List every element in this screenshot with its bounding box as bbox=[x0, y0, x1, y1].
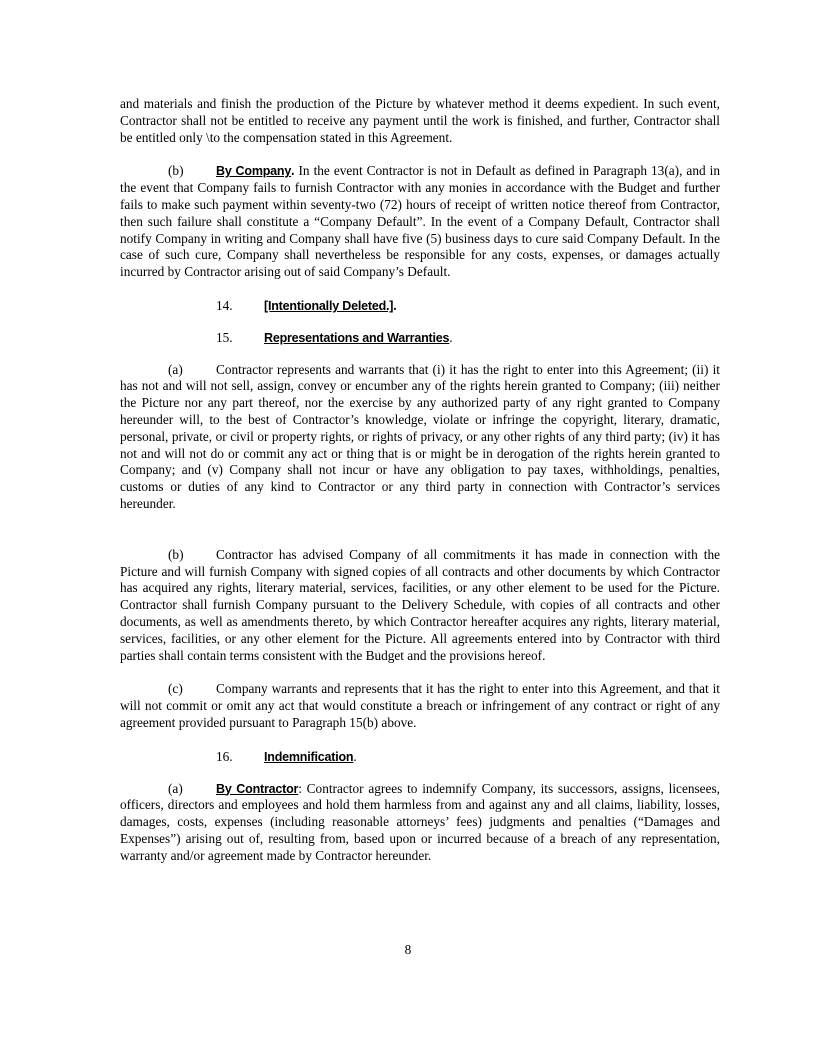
section-number: 16. bbox=[216, 748, 233, 764]
paragraph-continuation: and materials and finish the production of the Picture by whatever method it deems expedient. In such event, Contractor shall not be entitled to receive any payment until the work is finished, and further, Contractor shall be entitled only \to the compensation stated in this Agreement. bbox=[120, 96, 720, 145]
paragraph-text: Contractor agrees to indemnify Company, its successors, assigns, licensees, officers, directors and employees and hold them harmless from and against any and all claims, liability, losses, damages, costs, expenses (including reasonable attorneys’ fees) judgments and penalties (“Damages and Expenses”) arising out of, resulting from, based upon or incurred because of a breach of any representation, warranty and/or agreement made by Contractor hereunder. bbox=[120, 780, 720, 863]
paragraph-15c bbox=[120, 681, 720, 731]
section-number: 14. bbox=[216, 297, 233, 313]
subsection-marker: (b) bbox=[168, 546, 184, 562]
paragraph-15b bbox=[120, 547, 720, 665]
subsection-marker: (a) bbox=[168, 361, 183, 377]
section-punctuation: . bbox=[353, 748, 357, 764]
subsection-marker: (a) bbox=[168, 780, 183, 796]
section-title: Indemnification bbox=[264, 749, 354, 764]
heading-punctuation: . bbox=[291, 163, 295, 179]
paragraph-13b bbox=[120, 163, 720, 281]
paragraph-text: Company warrants and represents that it has the right to enter into this Agreement, and that it will not commit or omit any act that would constitute a breach or infringement of any contract or right of any agreement provided pursuant to Paragraph 15(b) above. bbox=[120, 681, 720, 730]
section-punctuation: . bbox=[393, 297, 397, 313]
subsection-marker: (b) bbox=[168, 163, 184, 179]
section-15-heading bbox=[120, 330, 720, 347]
section-title: Representations and Warranties bbox=[264, 330, 450, 345]
paragraph-text: Contractor represents and warrants that (i) it has the right to enter into this Agreement; (ii) it has not and will not sell, assign, convey or encumber any of the rights herein granted to Company; (iii) neither the Picture nor any part thereof, nor the exercise by any authorized party of any right granted to Company hereunder will, to the best of Contractor’s knowledge, violate or infringe the copyright, literary, dramatic, personal, private, or civil or property rights, or rights of privacy, or any other rights of any third party; (iv) it has not and will not do or commit any act or thing that is or might be in derogation of the rights herein granted to Company; and (v) Company shall not incur or have any obligation to pay taxes, withholdings, penalties, customs or duties of any kind to Contractor or any third party in connection with Contractor’s services hereunder. bbox=[120, 361, 720, 511]
subsection-marker: (c) bbox=[168, 681, 183, 697]
section-title: [Intentionally Deleted.] bbox=[264, 298, 394, 313]
heading-punctuation: : bbox=[298, 780, 302, 796]
paragraph-15a bbox=[120, 362, 720, 513]
section-16-heading bbox=[120, 749, 720, 766]
paragraph-16a bbox=[120, 781, 720, 865]
paragraph-text: Contractor has advised Company of all commitments it has made in connection with the Picture and will furnish Company with signed copies of all contracts and other documents by which Contractor has acquired any rights, literary material, services, facilities, or any other element to be used for the Picture. Contractor shall furnish Company pursuant to the Delivery Schedule, with copies of all contracts and other documents, as well as amendments thereto, by which Contractor hereafter acquires any rights, literary material, services, facilities, or any other element for the Picture. All agreements entered into by Contractor with third parties shall contain terms consistent with the Budget and the provisions hereof. bbox=[120, 546, 720, 663]
paragraph-text: In the event Contractor is not in Default as defined in Paragraph 13(a), and in the event that Company fails to furnish Contractor with any monies in accordance with the Budget and further fails to make such payment within seventy-two (72) hours of receipt of written notice thereof from Contractor, then such failure shall constitute a “Company Default”. In the event of a Company Default, Contractor shall notify Company in writing and Company shall have five (5) business days to cure said Company Default. In the case of such cure, Company shall nevertheless be responsible for any costs, expenses, or damages actually incurred by Contractor arising out of said Company’s Default. bbox=[120, 163, 720, 280]
section-number: 15. bbox=[216, 329, 233, 345]
subsection-heading: By Contractor bbox=[216, 781, 299, 796]
page-number: 8 bbox=[404, 942, 412, 957]
document-page bbox=[120, 96, 720, 864]
section-punctuation: . bbox=[449, 329, 453, 345]
section-14-heading bbox=[120, 298, 720, 315]
subsection-heading: By Company bbox=[216, 164, 292, 179]
